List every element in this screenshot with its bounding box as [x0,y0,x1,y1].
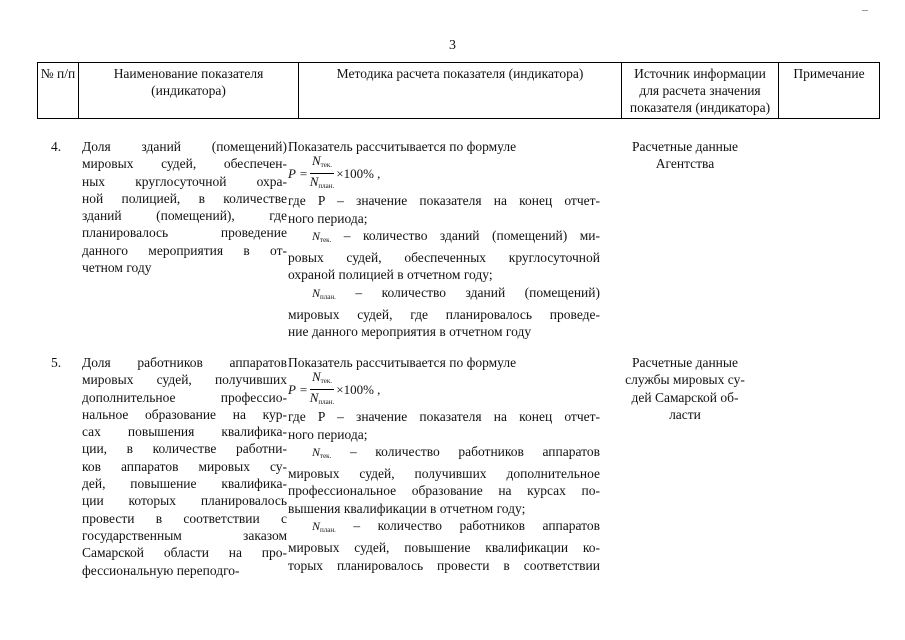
header-col-source: Источник информации для расчета значения показателя (индикатора) [622,63,779,119]
information-source [612,354,758,423]
row-number: 5. [51,355,62,370]
method-nplan-text: мировых судей, где планировалось проведе- [288,307,600,323]
row-number: 4. [51,139,62,154]
indicator-name-line: данного мероприятия в от- [82,242,287,258]
formula-tail: ×100% , [336,381,381,397]
formula-numerator-var: N [311,152,321,168]
method-ntek-line [288,482,600,499]
formula-denominator [310,174,335,194]
method-nplan-text: – количество зданий (помещений) [355,284,600,300]
indicator-name-line: Доля зданий (помещений) [82,139,287,154]
method-where-line: ного периода; [288,210,368,226]
indicator-name-line: зданий (помещений), где [82,208,287,224]
method-nplan-text: – количество работников аппаратов [353,518,600,534]
indicator-name-line: ции, в количестве работни- [82,441,287,457]
ntek-symbol-sub: тек. [320,451,332,460]
method-nplan-line [288,517,600,539]
method-ntek-line [288,465,600,482]
formula-denominator [310,390,335,410]
method-ntek-text: мировых судей, получивших дополнительное [288,466,600,482]
indicator-name-line: ции которых планировалось [82,493,287,509]
ntek-symbol: N [312,228,321,243]
indicator-name-line: Самарской области на про- [82,545,287,561]
method-nplan-text: ние данного мероприятия в отчетном году [288,324,532,340]
method-ntek-line [288,443,600,465]
page-mark [862,10,868,11]
indicator-name-line: провести в соответствии с [82,510,287,526]
nplan-symbol: N [312,519,321,534]
ntek-symbol-sub: тек. [320,235,332,244]
method-nplan-line [288,557,600,574]
information-source-line: дей Самарской об- [631,389,739,405]
header-col-number: № п/п [38,63,79,119]
method-nplan-line [288,539,600,556]
method-where-line: ного периода; [288,426,368,442]
nplan-symbol-sub: план. [320,526,336,535]
indicator-name-line: нальное образование на кур- [82,406,287,422]
formula [288,152,600,191]
information-source-line: Расчетные данные [632,139,738,154]
indicator-name-line: мировых судей, обеспечен- [82,156,287,172]
formula-tail: ×100% , [336,165,381,181]
header-col-method: Методика расчета показателя (индикатора) [299,63,622,119]
method-ntek-text: вышения квалификации в отчетном году; [288,500,526,516]
method-ntek-text: ровых судей, обеспеченных круглосуточной [288,250,600,266]
information-source-line: ласти [669,406,701,422]
method-ntek-line [288,500,600,517]
indicator-name-line: фессиональную переподго- [82,562,240,578]
indicator-name-line: дей, повышение квалифика- [82,476,287,492]
information-source [612,138,758,173]
formula-denominator-sub: план. [318,181,335,190]
indicator-name-line: четном году [82,260,152,276]
indicator-name-line: государственным заказом [82,527,287,543]
indicator-name-line: ной полицией, в количестве [82,190,287,206]
formula-numerator-var: N [311,368,321,384]
indicator-name-line: ных круглосуточной охра- [82,173,287,189]
formula-denominator-sub: план. [318,397,335,406]
method-ntek-text: – количество зданий (помещений) ми- [343,227,600,243]
method-nplan-line [288,306,600,323]
method-nplan-line [288,284,600,306]
table-header [37,62,880,119]
method-intro: Показатель рассчитывается по формуле [288,139,517,154]
formula-fraction [310,369,335,410]
formula-denominator-var: N [309,389,319,405]
calculation-method [288,138,600,341]
nplan-symbol: N [312,285,321,300]
formula-lhs: P = [288,381,308,397]
indicator-name-line: планировалось проведение [82,225,287,241]
formula-denominator-var: N [309,173,319,189]
formula [288,368,600,407]
ntek-symbol: N [312,444,321,459]
method-ntek-line [288,249,600,266]
indicator-name [82,354,287,579]
indicator-name-line: сах повышения квалифика- [82,424,287,440]
formula-numerator [310,369,334,390]
header-col-name: Наименование показателя (индикатора) [79,63,299,119]
header-col-note: Примечание [779,63,880,119]
method-ntek-text: охраной полицией в отчетном году; [288,267,493,283]
formula-numerator [310,153,334,174]
method-ntek-text: – количество работников аппаратов [349,443,600,459]
nplan-symbol-sub: план. [320,292,336,301]
calculation-method [288,354,600,574]
information-source-line: Агентства [655,156,715,172]
method-where-line: где P – значение показателя на конец отчет- [288,409,600,425]
page-number: 3 [449,38,456,53]
indicator-name-line: дополнительное профессио- [82,389,287,405]
indicator-name-line: ков аппаратов мировых су- [82,458,287,474]
information-source-line: Расчетные данные [632,355,738,370]
indicator-name-line: мировых судей, получивших [82,372,287,388]
method-nplan-text: мировых судей, повышение квалификации ко- [288,540,600,556]
formula-numerator-sub: тек. [320,376,332,385]
method-nplan-line [288,323,600,340]
method-where-line: где P – значение показателя на конец отчет- [288,193,600,209]
formula-numerator-sub: тек. [320,160,332,169]
indicator-name-line: Доля работников аппаратов [82,355,287,370]
formula-fraction [310,153,335,194]
information-source-line: службы мировых су- [625,372,745,388]
method-ntek-text: профессиональное образование на курсах по- [288,483,600,499]
method-nplan-text: торых планировалось провести в соответствии [288,557,600,573]
method-ntek-line [288,227,600,249]
indicator-name [82,138,287,276]
method-intro: Показатель рассчитывается по формуле [288,355,517,370]
method-ntek-line [288,266,600,283]
formula-lhs: P = [288,165,308,181]
